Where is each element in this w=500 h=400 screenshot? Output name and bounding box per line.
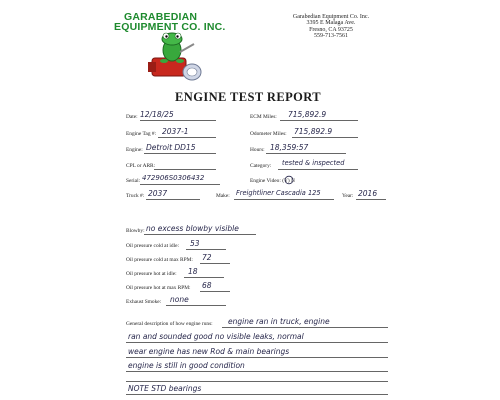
cpl-arr-label: CPL or ARR: (126, 163, 156, 169)
engine-tag-value: 2037-1 (162, 127, 189, 136)
description-line-3: wear engine has new Rod & main bearings (128, 347, 290, 356)
oil-cold-idle-value: 53 (190, 239, 200, 248)
odometer-value: 715,892.9 (294, 127, 333, 136)
logo-line-1: GARABEDIAN (124, 11, 198, 23)
ecm-miles-value: 715,892.9 (288, 110, 327, 119)
truck-value: 2037 (148, 189, 168, 198)
blowby-label: Blowby: (126, 228, 145, 234)
company-phone: 559-713-7561 (314, 33, 348, 40)
company-name: Garabedian Equipment Co. Inc. (292, 14, 370, 20)
description-line-2: ran and sounded good no visible leaks, normal (128, 332, 304, 341)
description-line-1: engine ran in truck, engine (228, 317, 330, 326)
exhaust-value: none (170, 295, 189, 304)
report-title: ENGINE TEST REPORT (175, 90, 321, 104)
category-label: Category: (250, 163, 272, 169)
make-label: Make: (216, 193, 230, 199)
engine-label: Engine: (126, 147, 143, 153)
frog-mascot-logo (142, 32, 212, 84)
description-line-4: engine is still in good condition (128, 361, 245, 370)
serial-label: Serial: (126, 178, 141, 184)
make-value: Freightliner Cascadia 125 (236, 189, 321, 197)
note-text: NOTE STD bearings (128, 384, 202, 393)
logo-line-2: EQUIPMENT CO. INC. (114, 21, 226, 33)
oil-cold-max-label: Oil pressure cold at max RPM: (126, 257, 193, 263)
engine-test-report-page (98, 0, 398, 400)
date-label: Date: (126, 114, 138, 120)
year-value: 2016 (358, 189, 378, 198)
category-value: tested & inspected (282, 159, 345, 167)
exhaust-label: Exhaust Smoke: (126, 299, 162, 305)
oil-hot-idle-value: 18 (188, 267, 198, 276)
oil-hot-max-value: 68 (202, 281, 212, 290)
hours-label: Hours: (250, 147, 265, 153)
oil-hot-max-label: Oil pressure hot at max RPM: (126, 285, 191, 291)
engine-video-yes-circle (284, 175, 294, 185)
engine-video-label: Engine Video: (Y) N (250, 178, 295, 184)
oil-cold-max-value: 72 (202, 253, 212, 262)
company-address: 3395 E Malaga Ave. (306, 20, 356, 27)
ecm-miles-label: ECM Miles: (250, 114, 277, 120)
company-block (276, 14, 386, 40)
engine-value: Detroit DD15 (146, 143, 196, 152)
date-value: 12/18/25 (140, 110, 174, 119)
truck-label: Truck #: (126, 193, 145, 199)
oil-cold-idle-label: Oil pressure cold at idle: (126, 243, 179, 249)
company-city: Fresno, CA 93725 (309, 26, 353, 33)
oil-hot-idle-label: Oil pressure hot at idle: (126, 271, 177, 277)
description-label: General description of how engine runs: (126, 321, 213, 327)
year-label: Year: (342, 193, 354, 199)
engine-tag-label: Engine Tag #: (126, 131, 157, 137)
serial-value: 472906S0306432 (142, 174, 205, 182)
hours-value: 18,359:57 (270, 143, 309, 152)
odometer-label: Odometer Miles: (250, 131, 287, 137)
blowby-value: no excess blowby visible (146, 224, 239, 233)
